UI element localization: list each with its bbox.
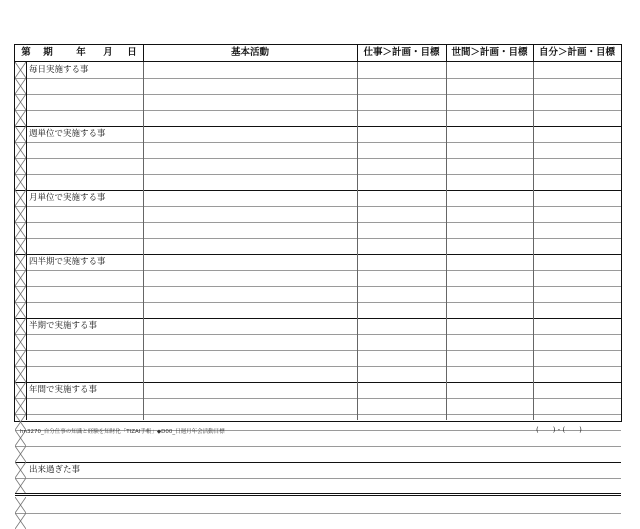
cross-out-mark xyxy=(15,126,26,142)
section-label-row xyxy=(26,318,621,334)
cross-out-mark xyxy=(15,366,26,382)
table-row xyxy=(26,158,621,174)
table-row xyxy=(26,142,621,158)
footer-caption: hn3270_自分仕事の知識と経験を知財化「TIZAI手帳」◆D00_日週月年会活動目標 xyxy=(20,429,225,435)
cross-out-mark xyxy=(15,110,26,126)
cross-out-mark xyxy=(15,334,26,350)
header-world-plan: 世間＞計画・目標 xyxy=(451,47,528,58)
table-row xyxy=(26,350,621,366)
section-label: 毎日実施する事 xyxy=(29,65,89,75)
table-row xyxy=(26,174,621,190)
section-label: 週単位で実施する事 xyxy=(29,129,106,139)
cross-out-mark xyxy=(15,206,26,222)
cross-out-mark xyxy=(15,270,26,286)
table-row xyxy=(26,478,621,494)
section-label-row xyxy=(26,462,621,478)
table-row xyxy=(26,286,621,302)
section-label: 出来過ぎた事 xyxy=(29,465,81,475)
table-row xyxy=(26,446,621,462)
table-row xyxy=(26,302,621,318)
table-row xyxy=(26,270,621,286)
section-label-row xyxy=(26,254,621,270)
table-row xyxy=(26,110,621,126)
table-row xyxy=(26,206,621,222)
header-ki: 期 xyxy=(43,47,53,58)
table-row xyxy=(26,366,621,382)
cross-out-mark xyxy=(15,446,26,462)
header-nen: 年 xyxy=(76,47,86,58)
cross-out-mark xyxy=(15,62,26,78)
cross-out-mark xyxy=(15,94,26,110)
section-label: 月単位で実施する事 xyxy=(29,193,106,203)
header-self-plan: 自分＞計画・目標 xyxy=(538,47,615,58)
cross-out-mark xyxy=(15,238,26,254)
section-label-row xyxy=(26,382,621,398)
cross-out-mark xyxy=(15,350,26,366)
section-label: 年間で実施する事 xyxy=(29,385,98,395)
section-label-row xyxy=(26,126,621,142)
section-label-row xyxy=(26,190,621,206)
table-row xyxy=(26,222,621,238)
section-label: 半期で実施する事 xyxy=(29,321,98,331)
cross-out-mark xyxy=(15,513,26,529)
cross-out-mark xyxy=(15,302,26,318)
table-row xyxy=(26,238,621,254)
cross-out-mark xyxy=(15,190,26,206)
table-row xyxy=(26,94,621,110)
section-label: 四半期で実施する事 xyxy=(29,257,106,267)
header-work-plan: 仕事＞計画・目標 xyxy=(363,47,440,58)
header-dai: 第 xyxy=(21,47,31,58)
cross-out-mark xyxy=(15,398,26,414)
section-label-row xyxy=(26,62,621,78)
cross-out-mark xyxy=(15,254,26,270)
table-row xyxy=(26,398,621,414)
cross-out-mark xyxy=(15,222,26,238)
cross-out-mark xyxy=(15,286,26,302)
cross-out-mark xyxy=(15,142,26,158)
header-row xyxy=(15,45,621,62)
cross-out-mark xyxy=(15,382,26,398)
cross-out-mark xyxy=(15,158,26,174)
table-row xyxy=(26,334,621,350)
header-hi: 日 xyxy=(127,47,137,58)
header-tsuki: 月 xyxy=(103,47,113,58)
cross-out-mark xyxy=(15,174,26,190)
cross-out-mark xyxy=(15,478,26,494)
cross-out-mark xyxy=(15,462,26,478)
cross-out-mark xyxy=(15,78,26,94)
table-row xyxy=(26,78,621,94)
page-number-field: ( ) - ( ) xyxy=(536,426,582,434)
cross-out-mark xyxy=(15,497,26,513)
header-kihon: 基本活動 xyxy=(230,47,269,58)
cross-out-mark xyxy=(15,318,26,334)
